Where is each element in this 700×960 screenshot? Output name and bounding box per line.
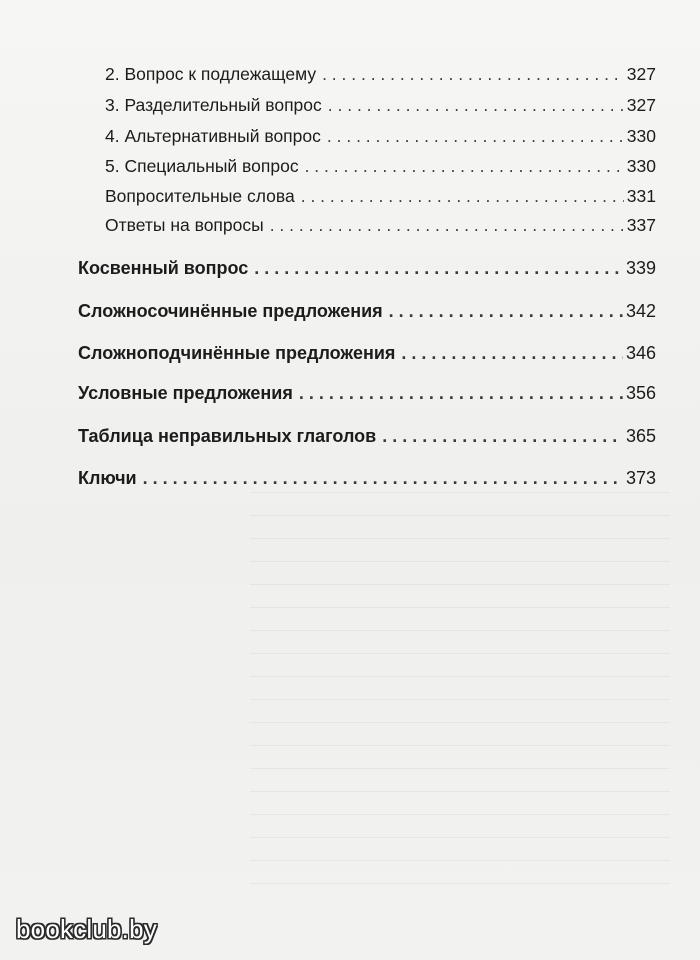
toc-entry-title: 4. Альтернативный вопрос <box>105 126 321 146</box>
toc-entry <box>105 215 656 236</box>
toc-section <box>78 468 656 489</box>
dot-leader <box>322 64 624 85</box>
toc-section-page: 339 <box>625 258 656 278</box>
dot-leader <box>299 383 623 404</box>
toc-section-title: Условные предложения <box>78 383 293 403</box>
toc-section-page: 356 <box>625 383 656 403</box>
toc-entry-page: 330 <box>626 156 656 176</box>
toc-entry <box>105 186 656 207</box>
toc-entry <box>105 64 656 85</box>
toc-section <box>78 383 656 404</box>
dot-leader <box>389 301 623 322</box>
dot-leader <box>270 215 624 236</box>
toc-section-page: 346 <box>625 343 656 363</box>
toc-section-title: Ключи <box>78 468 137 488</box>
toc-entry <box>105 156 656 177</box>
dot-leader <box>305 156 624 177</box>
toc-section-page: 373 <box>625 468 656 488</box>
dot-leader <box>328 95 624 116</box>
dot-leader <box>327 126 624 147</box>
toc-entry <box>105 95 656 116</box>
toc-section-title: Таблица неправильных глаголов <box>78 426 377 446</box>
toc-entry-page: 330 <box>626 126 656 146</box>
toc-section-title: Сложносочинённые предложения <box>78 301 383 321</box>
toc-entry-title: 3. Разделительный вопрос <box>105 95 322 115</box>
dot-leader <box>382 426 623 447</box>
toc-section <box>78 343 656 364</box>
toc-entry-title: 2. Вопрос к подлежащему <box>105 64 317 84</box>
dot-leader <box>143 468 623 489</box>
watermark: bookclub.by <box>16 914 157 944</box>
toc-section <box>78 426 656 447</box>
toc-entry-title: Ответы на вопросы <box>105 215 264 235</box>
toc-entry-page: 327 <box>626 64 656 84</box>
toc-section-title: Косвенный вопрос <box>78 258 249 278</box>
dot-leader <box>254 258 623 279</box>
toc-section <box>78 258 656 279</box>
dot-leader <box>401 343 623 364</box>
toc-section <box>78 301 656 322</box>
toc-entry <box>105 126 656 147</box>
toc-entry-title: 5. Специальный вопрос <box>105 156 299 176</box>
toc-section-title: Сложноподчинённые предложения <box>78 343 396 363</box>
toc-section-page: 365 <box>625 426 656 446</box>
show-through-text <box>250 470 670 890</box>
toc-entry-page: 327 <box>626 95 656 115</box>
toc-entry-page: 337 <box>626 215 656 235</box>
toc-entry-title: Вопросительные слова <box>105 186 295 206</box>
toc-entry-page: 331 <box>626 186 656 206</box>
dot-leader <box>301 186 624 207</box>
toc-section-page: 342 <box>625 301 656 321</box>
